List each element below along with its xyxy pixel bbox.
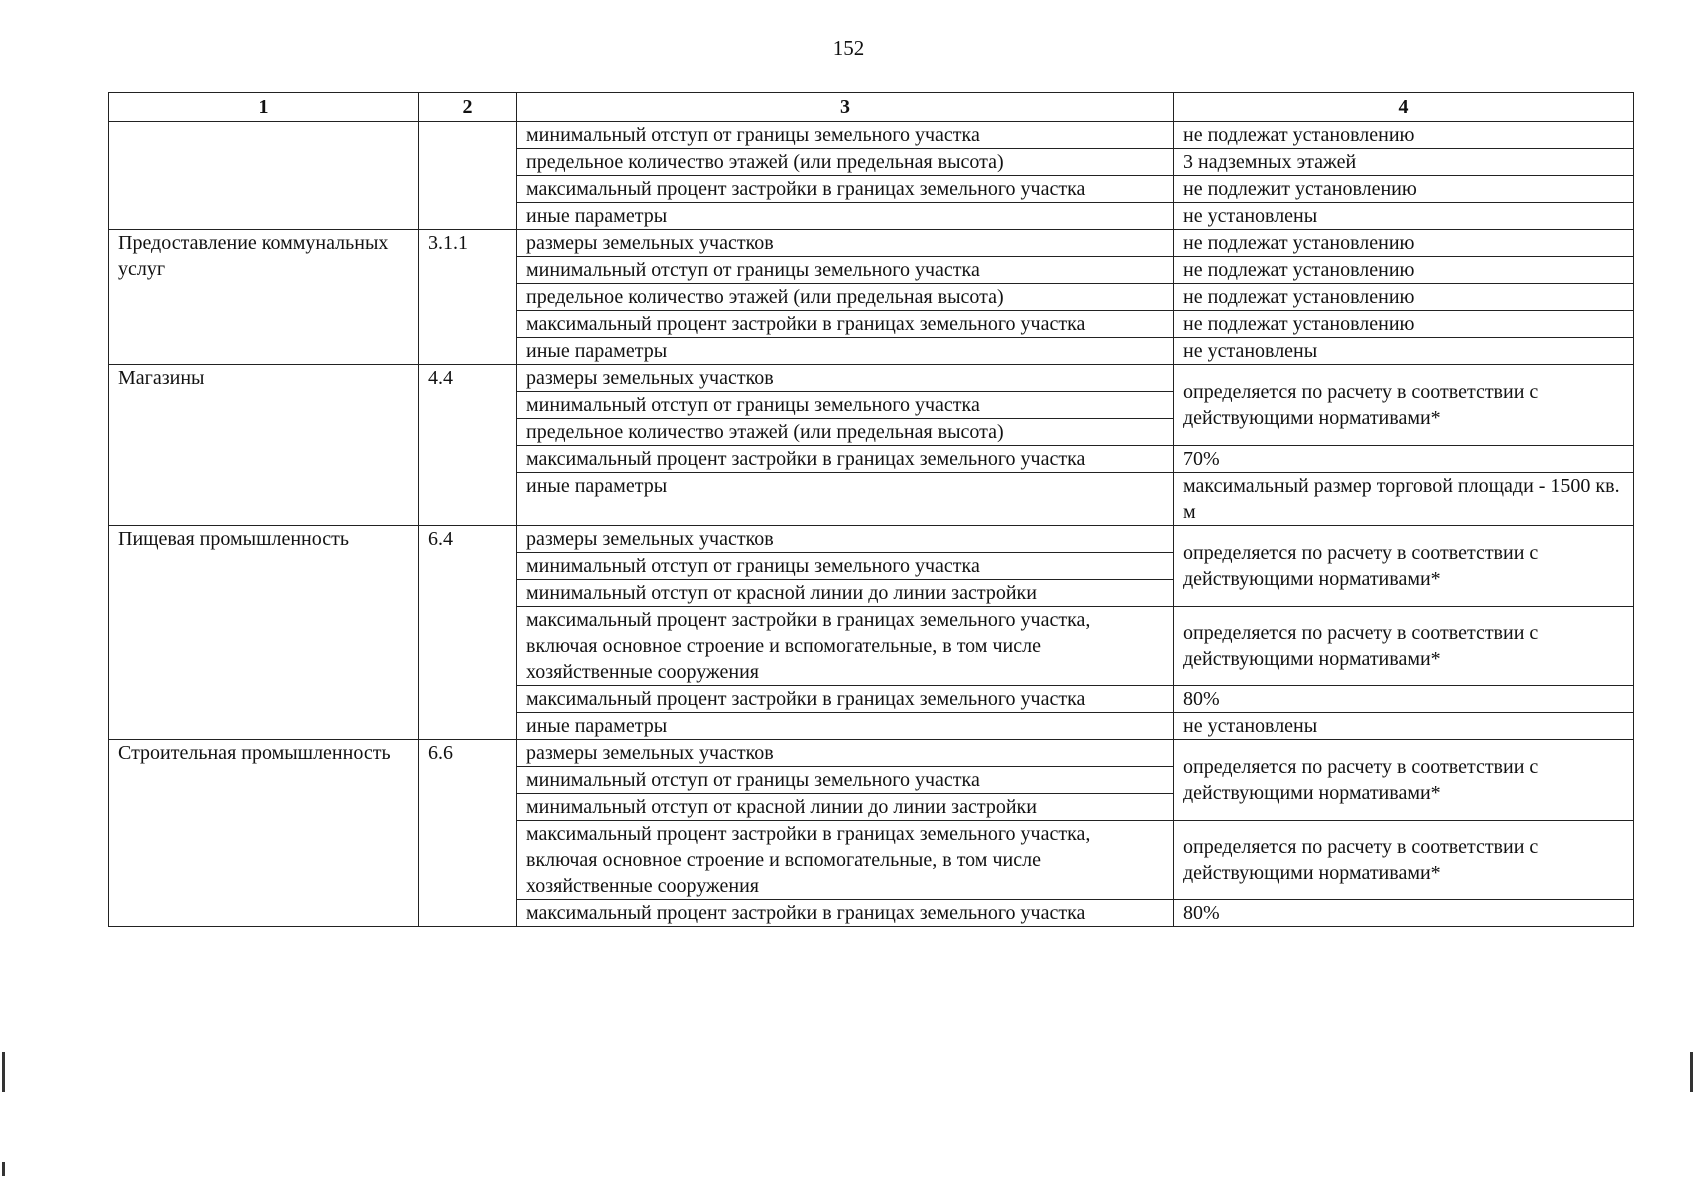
parameter-cell: максимальный процент застройки в границах земельного участка <box>517 311 1174 338</box>
use-code-cell: 4.4 <box>419 365 517 526</box>
table-row <box>109 740 1634 767</box>
table-row <box>109 365 1634 392</box>
column-header-2: 2 <box>419 93 517 122</box>
scan-margin-mark <box>2 1162 5 1176</box>
scan-margin-mark <box>1690 1052 1693 1092</box>
parameter-cell: максимальный процент застройки в границах земельного участка, включая основное строение и вспомогательные, в том числе хозяйственные сооружения <box>517 821 1174 900</box>
value-cell: не установлены <box>1174 203 1634 230</box>
value-cell: определяется по расчету в соответствии с действующими нормативами* <box>1174 365 1634 446</box>
table-row <box>109 526 1634 553</box>
parameter-cell: иные параметры <box>517 203 1174 230</box>
value-cell: не подлежат установлению <box>1174 284 1634 311</box>
value-cell: не установлены <box>1174 338 1634 365</box>
land-use-parameters-table <box>108 92 1634 927</box>
value-cell: 70% <box>1174 446 1634 473</box>
value-cell: определяется по расчету в соответствии с действующими нормативами* <box>1174 821 1634 900</box>
value-cell: не подлежат установлению <box>1174 257 1634 284</box>
use-code-cell: 6.6 <box>419 740 517 927</box>
value-cell: определяется по расчету в соответствии с действующими нормативами* <box>1174 740 1634 821</box>
value-cell: 3 надземных этажей <box>1174 149 1634 176</box>
use-code-cell: 6.4 <box>419 526 517 740</box>
value-cell: максимальный размер торговой площади - 1500 кв. м <box>1174 473 1634 526</box>
page-number: 152 <box>832 36 865 60</box>
table-row <box>109 122 1634 149</box>
value-cell: не подлежит установлению <box>1174 176 1634 203</box>
column-header-3: 3 <box>517 93 1174 122</box>
parameter-cell: максимальный процент застройки в границах земельного участка <box>517 900 1174 927</box>
parameter-cell: предельное количество этажей (или предельная высота) <box>517 284 1174 311</box>
value-cell: 80% <box>1174 900 1634 927</box>
parameter-cell: максимальный процент застройки в границах земельного участка, включая основное строение и вспомогательные, в том числе хозяйственные сооружения <box>517 607 1174 686</box>
parameter-cell: максимальный процент застройки в границах земельного участка <box>517 686 1174 713</box>
use-code-cell: 3.1.1 <box>419 230 517 365</box>
parameter-cell: минимальный отступ от красной линии до линии застройки <box>517 794 1174 821</box>
column-header-1: 1 <box>109 93 419 122</box>
column-header-4: 4 <box>1174 93 1634 122</box>
parameter-cell: минимальный отступ от границы земельного участка <box>517 122 1174 149</box>
value-cell: определяется по расчету в соответствии с действующими нормативами* <box>1174 607 1634 686</box>
parameter-cell: размеры земельных участков <box>517 230 1174 257</box>
value-cell: не подлежат установлению <box>1174 122 1634 149</box>
parameter-cell: минимальный отступ от границы земельного участка <box>517 767 1174 794</box>
parameter-cell: размеры земельных участков <box>517 365 1174 392</box>
parameter-cell: предельное количество этажей (или предельная высота) <box>517 149 1174 176</box>
parameter-cell: максимальный процент застройки в границах земельного участка <box>517 446 1174 473</box>
value-cell: не установлены <box>1174 713 1634 740</box>
parameter-cell: минимальный отступ от границы земельного участка <box>517 553 1174 580</box>
parameter-cell: иные параметры <box>517 473 1174 526</box>
value-cell: определяется по расчету в соответствии с действующими нормативами* <box>1174 526 1634 607</box>
use-name-cell: Строительная промышленность <box>109 740 419 927</box>
value-cell: не подлежат установлению <box>1174 230 1634 257</box>
parameter-cell: минимальный отступ от границы земельного участка <box>517 392 1174 419</box>
parameter-cell: размеры земельных участков <box>517 526 1174 553</box>
parameter-cell: максимальный процент застройки в границах земельного участка <box>517 176 1174 203</box>
table-row <box>109 230 1634 257</box>
use-name-cell <box>109 122 419 230</box>
parameter-cell: предельное количество этажей (или предельная высота) <box>517 419 1174 446</box>
parameter-cell: минимальный отступ от границы земельного участка <box>517 257 1174 284</box>
use-code-cell <box>419 122 517 230</box>
parameter-cell: иные параметры <box>517 338 1174 365</box>
parameter-cell: минимальный отступ от красной линии до линии застройки <box>517 580 1174 607</box>
parameter-cell: размеры земельных участков <box>517 740 1174 767</box>
use-name-cell: Предоставление коммунальных услуг <box>109 230 419 365</box>
scan-margin-mark <box>2 1052 5 1092</box>
value-cell: не подлежат установлению <box>1174 311 1634 338</box>
value-cell: 80% <box>1174 686 1634 713</box>
use-name-cell: Магазины <box>109 365 419 526</box>
parameter-cell: иные параметры <box>517 713 1174 740</box>
table-header-row <box>109 93 1634 122</box>
use-name-cell: Пищевая промышленность <box>109 526 419 740</box>
